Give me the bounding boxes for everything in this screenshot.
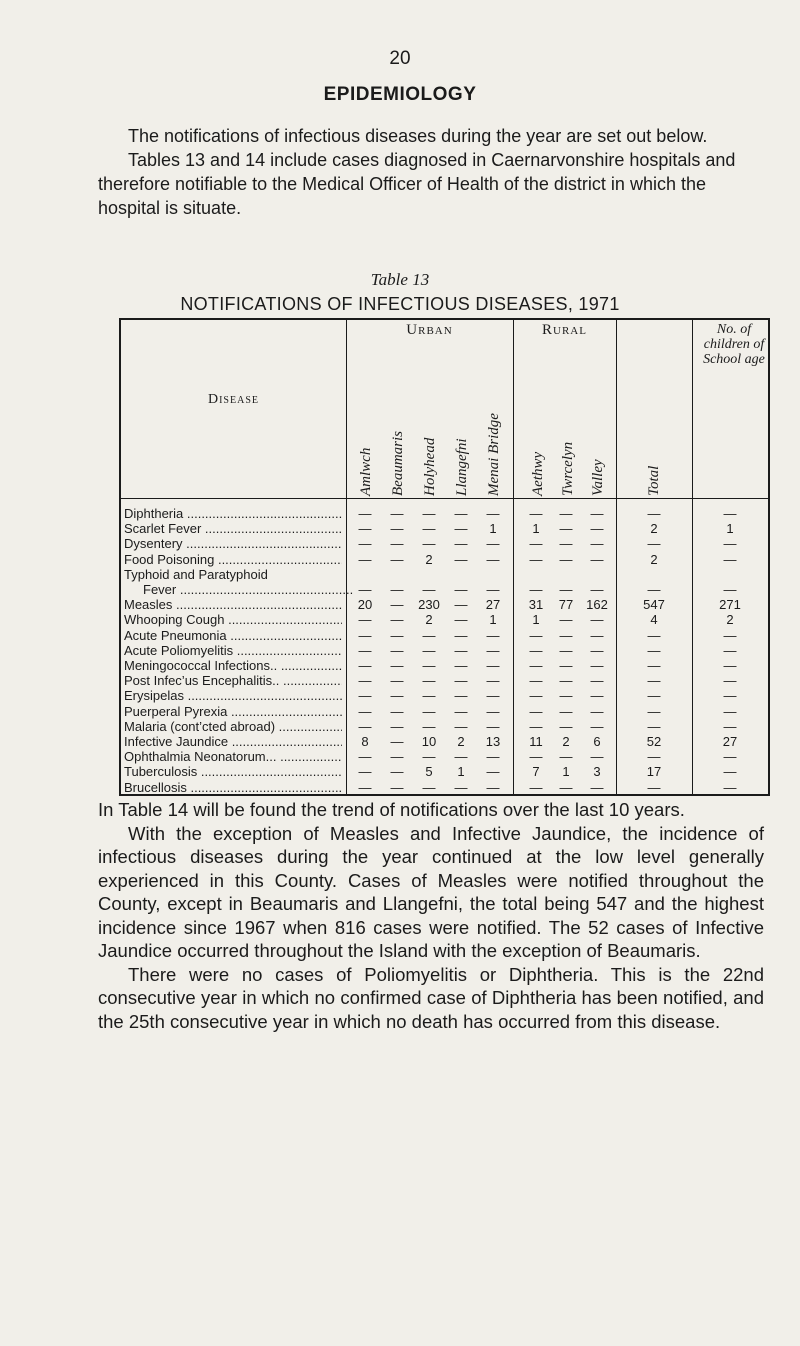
urban-cell: — [486, 536, 500, 552]
urban-cell: 1 [457, 764, 465, 780]
urban-cell: — [454, 642, 468, 658]
rural-cell: — [590, 673, 604, 689]
header-divider [121, 498, 768, 499]
total-cell: — [647, 779, 661, 795]
rural-cell: — [590, 779, 604, 795]
rural-cell: — [590, 658, 604, 673]
rural-cell: — [590, 642, 604, 658]
table-row [121, 673, 768, 688]
children-cell: — [723, 582, 737, 597]
urban-cell: — [358, 627, 372, 643]
urban-cell: — [390, 536, 404, 552]
rural-cell: — [590, 536, 604, 552]
urban-cell: — [486, 749, 500, 765]
col-header-holyhead: Holyhead [422, 437, 438, 496]
urban-cell: — [454, 673, 468, 689]
col-header-menai-bridge: Menai Bridge [486, 413, 502, 496]
urban-cell: — [358, 673, 372, 689]
rural-cell: — [559, 642, 573, 658]
rural-cell: — [590, 582, 604, 597]
urban-cell: — [390, 718, 404, 734]
children-column-header: No. of children of School age [703, 322, 765, 367]
total-cell: — [647, 658, 661, 673]
rural-cell: 2 [562, 734, 570, 749]
rural-cell: — [529, 642, 543, 658]
table-row [121, 719, 768, 734]
urban-cell: — [358, 582, 372, 597]
rural-cell: — [529, 673, 543, 689]
disease-name: Malaria (cont’cted abroad) ..... [124, 719, 342, 734]
total-cell: — [647, 642, 661, 658]
children-cell: — [723, 764, 737, 780]
urban-cell: — [358, 764, 372, 780]
disease-name: Erysipelas ..... [124, 688, 342, 703]
page-number: 20 [389, 48, 411, 69]
disease-name: Ophthalmia Neonatorum... ..... [124, 749, 342, 764]
total-cell: — [647, 688, 661, 704]
total-cell: — [647, 627, 661, 643]
table-row [121, 704, 768, 719]
rural-cell: — [529, 506, 543, 521]
rural-cell: — [529, 703, 543, 719]
table-row [121, 749, 768, 764]
rural-cell: — [559, 703, 573, 719]
rural-cell: 31 [528, 597, 544, 613]
urban-cell: — [390, 764, 404, 780]
urban-cell: 5 [425, 764, 433, 780]
children-cell: — [723, 673, 737, 689]
table-row [121, 536, 768, 551]
disease-name: Puerperal Pyrexia ..... [124, 704, 342, 719]
disease-name: Measles ..... [124, 597, 342, 612]
children-cell: 2 [726, 612, 734, 628]
rural-cell: — [529, 627, 543, 643]
urban-cell: — [422, 703, 436, 719]
disease-name: Meningococcal Infections.. ..... [124, 658, 342, 673]
rural-cell: — [590, 551, 604, 567]
disease-name: Acute Poliomyelitis ..... [124, 643, 342, 658]
children-cell: — [723, 749, 737, 765]
urban-cell: — [390, 658, 404, 673]
rural-cell: 3 [593, 764, 601, 780]
urban-cell: — [358, 779, 372, 795]
urban-cell: — [422, 673, 436, 689]
rural-cell: — [559, 658, 573, 673]
urban-cell: — [422, 582, 436, 597]
disease-name: Whooping Cough ..... [124, 612, 342, 627]
urban-cell: — [454, 658, 468, 673]
urban-cell: — [390, 506, 404, 521]
urban-cell: — [454, 688, 468, 704]
urban-cell: — [454, 582, 468, 597]
children-cell: 27 [722, 734, 738, 749]
urban-cell: — [422, 536, 436, 552]
urban-cell: — [422, 642, 436, 658]
rural-cell: — [559, 536, 573, 552]
urban-cell: — [358, 551, 372, 567]
col-header-beaumaris: Beaumaris [390, 431, 406, 496]
rural-cell: — [529, 779, 543, 795]
intro-paragraph: The notifications of infectious diseases during the year are set out below. [128, 126, 708, 146]
rural-group-header: Rural [542, 322, 587, 338]
urban-cell: — [390, 688, 404, 704]
total-cell: — [647, 536, 661, 552]
commentary-paragraph: There were no cases of Poliomyelitis or Diphtheria. This is the 22nd consecutive year in which no confirmed case of Diphtheria has been notified, and the 25th consecutive year in which no death has occurred from this disease. [98, 963, 764, 1032]
urban-cell: 230 [418, 597, 440, 613]
urban-cell: — [358, 703, 372, 719]
urban-cell: — [358, 749, 372, 765]
rural-cell: — [559, 779, 573, 795]
rural-cell: — [590, 521, 604, 537]
urban-cell: — [422, 506, 436, 521]
table-row [121, 780, 768, 795]
urban-cell: — [486, 506, 500, 521]
urban-cell: — [390, 703, 404, 719]
urban-cell: 2 [425, 551, 433, 567]
rural-cell: — [590, 703, 604, 719]
children-cell: — [723, 688, 737, 704]
urban-cell: 2 [457, 734, 465, 749]
rural-cell: — [590, 749, 604, 765]
table-title: NOTIFICATIONS OF INFECTIOUS DISEASES, 1971 [180, 294, 620, 314]
urban-cell: — [422, 749, 436, 765]
table-row [121, 552, 768, 567]
urban-cell: — [422, 521, 436, 537]
urban-cell: — [358, 642, 372, 658]
urban-cell: — [390, 627, 404, 643]
urban-cell: — [422, 779, 436, 795]
urban-cell: — [390, 551, 404, 567]
total-cell: — [647, 718, 661, 734]
page-heading: EPIDEMIOLOGY [323, 84, 477, 105]
total-cell: — [647, 703, 661, 719]
urban-cell: — [486, 627, 500, 643]
rural-cell: 1 [532, 612, 540, 628]
urban-cell: — [454, 597, 468, 613]
table-row [121, 612, 768, 627]
urban-cell: — [390, 642, 404, 658]
disease-name: Acute Pneumonia ..... [124, 628, 342, 643]
commentary-text [98, 798, 764, 1033]
urban-cell: 2 [425, 612, 433, 628]
disease-name: Diphtheria ..... [124, 506, 342, 521]
table-row [121, 643, 768, 658]
urban-cell: — [390, 612, 404, 628]
rural-cell: — [529, 718, 543, 734]
urban-cell: — [454, 779, 468, 795]
urban-cell: — [390, 734, 404, 749]
urban-cell: — [358, 688, 372, 704]
urban-cell: 13 [485, 734, 501, 749]
urban-cell: — [454, 718, 468, 734]
table-row [121, 764, 768, 779]
urban-cell: — [486, 673, 500, 689]
urban-cell: — [454, 612, 468, 628]
rural-cell: — [529, 658, 543, 673]
rural-cell: — [559, 582, 573, 597]
table-row [121, 734, 768, 749]
table-row [121, 506, 768, 521]
urban-cell: — [422, 627, 436, 643]
disease-column-header: Disease [207, 392, 259, 407]
urban-cell: — [486, 764, 500, 780]
rural-cell: — [529, 688, 543, 704]
rural-cell: — [529, 582, 543, 597]
children-cell: — [723, 703, 737, 719]
total-cell: 547 [643, 597, 665, 613]
rural-cell: 11 [529, 734, 543, 749]
disease-name: Infective Jaundice ..... [124, 734, 342, 749]
rural-cell: — [590, 627, 604, 643]
urban-cell: — [454, 703, 468, 719]
urban-cell: — [358, 658, 372, 673]
rural-cell: — [559, 521, 573, 537]
rural-cell: 1 [562, 764, 570, 780]
col-header-amlwch: Amlwch [358, 447, 374, 496]
col-header-twrcelyn: Twrcelyn [560, 441, 576, 496]
rural-cell: 7 [532, 764, 540, 780]
urban-cell: 10 [421, 734, 437, 749]
urban-cell: 1 [489, 612, 497, 628]
notifications-table [119, 318, 770, 796]
urban-cell: — [422, 658, 436, 673]
rural-cell: — [590, 612, 604, 628]
urban-cell: 1 [489, 521, 497, 537]
table-row [121, 582, 768, 597]
urban-cell: — [390, 521, 404, 537]
urban-cell: — [454, 536, 468, 552]
urban-cell: 27 [485, 597, 501, 613]
table-row [121, 567, 768, 582]
urban-cell: 8 [361, 734, 369, 749]
rural-cell: — [590, 506, 604, 521]
rural-cell: 162 [586, 597, 608, 613]
urban-cell: — [358, 718, 372, 734]
urban-cell: — [390, 749, 404, 765]
rural-cell: — [590, 688, 604, 704]
urban-cell: — [454, 749, 468, 765]
children-cell: — [723, 627, 737, 643]
children-cell: — [723, 642, 737, 658]
col-header-valley: Valley [590, 459, 606, 496]
children-cell: 271 [719, 597, 741, 613]
disease-name: Dysentery ..... [124, 536, 342, 551]
disease-name: Brucellosis ..... [124, 780, 342, 795]
urban-cell: — [390, 597, 404, 613]
rural-cell: 77 [558, 597, 574, 613]
urban-cell: — [358, 612, 372, 628]
urban-cell: — [486, 718, 500, 734]
total-cell: — [647, 749, 661, 765]
urban-cell: — [486, 688, 500, 704]
table-row [121, 597, 768, 612]
urban-cell: — [486, 551, 500, 567]
total-cell: 17 [646, 764, 662, 780]
total-cell: 2 [650, 521, 658, 537]
urban-cell: — [486, 703, 500, 719]
urban-cell: — [390, 582, 404, 597]
col-header-total: Total [646, 465, 662, 496]
disease-name: Food Poisoning ..... [124, 552, 342, 567]
disease-name: Tuberculosis ..... [124, 764, 342, 779]
table-row [121, 688, 768, 703]
urban-cell: — [390, 673, 404, 689]
urban-cell: — [486, 582, 500, 597]
urban-cell: — [486, 658, 500, 673]
intro-paragraph: Tables 13 and 14 include cases diagnosed in Caernarvonshire hospitals and therefore notifiable to the Medical Officer of Health of the district in which the hospital is situate. [98, 150, 736, 218]
table-number: Table 13 [370, 270, 430, 289]
urban-cell: — [486, 779, 500, 795]
rural-cell: — [559, 673, 573, 689]
urban-cell: — [358, 506, 372, 521]
disease-name: Post Infec’us Encephalitis.. ..... [124, 673, 342, 688]
col-header-llangefni: Llangefni [454, 438, 470, 496]
urban-cell: — [390, 779, 404, 795]
rural-cell: — [529, 749, 543, 765]
children-cell: — [723, 718, 737, 734]
total-cell: — [647, 582, 661, 597]
total-cell: — [647, 673, 661, 689]
rural-cell: — [590, 718, 604, 734]
rural-cell: — [559, 627, 573, 643]
rural-cell: — [559, 506, 573, 521]
children-cell: — [723, 658, 737, 673]
rural-cell: — [559, 612, 573, 628]
rural-cell: — [559, 688, 573, 704]
rural-cell: — [559, 749, 573, 765]
children-cell: — [723, 779, 737, 795]
urban-group-header: Urban [406, 322, 453, 338]
total-cell: 52 [646, 734, 662, 749]
rural-cell: — [559, 551, 573, 567]
urban-cell: — [358, 536, 372, 552]
rural-cell: 1 [532, 521, 540, 537]
urban-cell: — [454, 551, 468, 567]
children-cell: — [723, 551, 737, 567]
children-cell: 1 [726, 521, 734, 537]
total-cell: 2 [650, 551, 658, 567]
urban-cell: 20 [357, 597, 373, 613]
table-row [121, 628, 768, 643]
rural-cell: — [529, 536, 543, 552]
rural-cell: — [529, 551, 543, 567]
urban-cell: — [422, 718, 436, 734]
intro-text [98, 124, 764, 220]
table-row [121, 521, 768, 536]
commentary-paragraph: In Table 14 will be found the trend of notifications over the last 10 years. [98, 799, 685, 820]
urban-cell: — [454, 627, 468, 643]
total-cell: — [647, 506, 661, 521]
total-cell: 4 [650, 612, 658, 628]
urban-cell: — [454, 506, 468, 521]
disease-name: Scarlet Fever ..... [124, 521, 342, 536]
urban-cell: — [486, 642, 500, 658]
commentary-paragraph: With the exception of Measles and Infective Jaundice, the incidence of infectious diseases during the year continued at the low level generally experienced in this County. Cases of Measles were notified throughout the County, except in Beaumaris and Llangefni, the total being 547 and the highest incidence since 1967 when 816 cases were notified. The 52 cases of Infective Jaundice occurred throughout the Island with the exception of Beaumaris. [98, 822, 764, 961]
table-row [121, 658, 768, 673]
disease-name: Fever ..... [143, 582, 361, 597]
col-header-aethwy: Aethwy [530, 451, 546, 496]
rural-cell: 6 [593, 734, 601, 749]
children-cell: — [723, 506, 737, 521]
children-cell: — [723, 536, 737, 552]
urban-cell: — [454, 521, 468, 537]
rural-cell: — [559, 718, 573, 734]
urban-cell: — [358, 521, 372, 537]
urban-cell: — [422, 688, 436, 704]
disease-name: Typhoid and Paratyphoid [124, 566, 268, 582]
